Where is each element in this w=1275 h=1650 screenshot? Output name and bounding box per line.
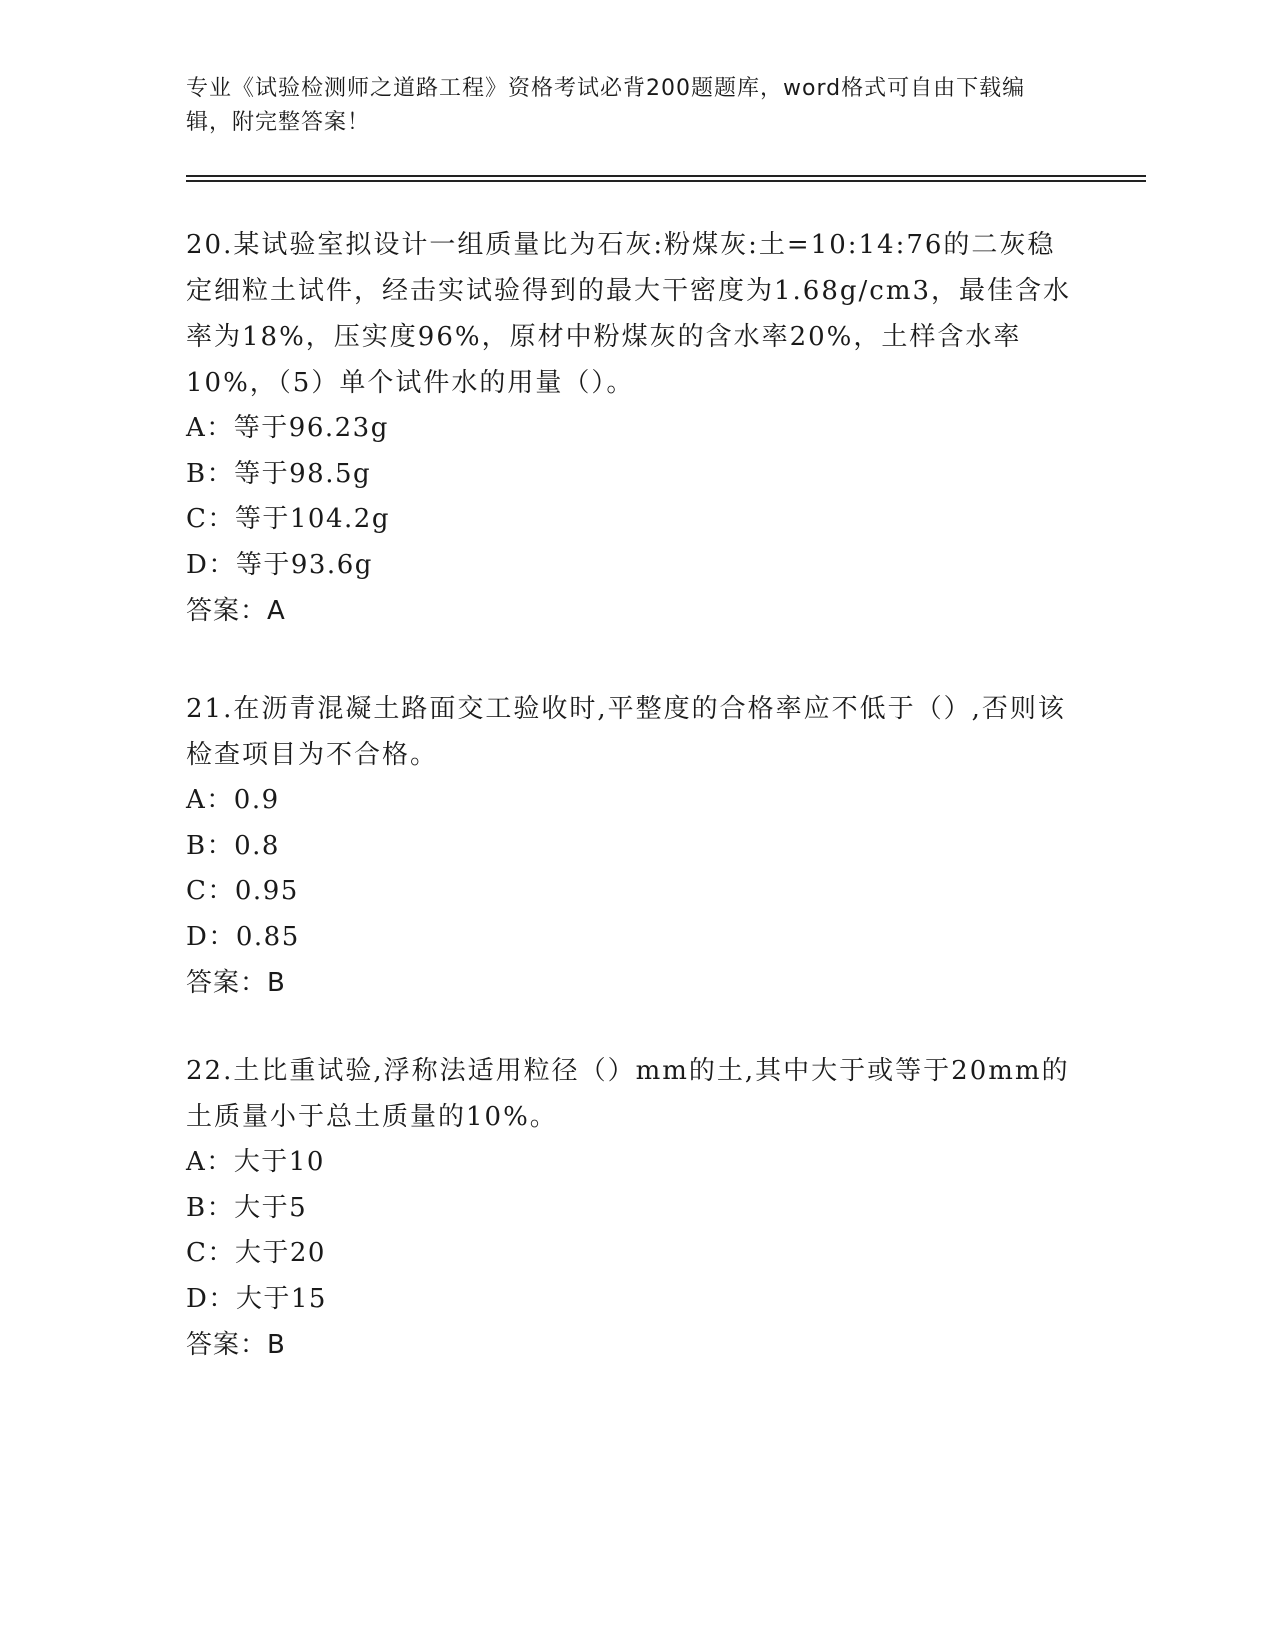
option-d: D：0.85: [186, 921, 300, 952]
question-text: 22.土比重试验,浮称法适用粒径（）mm的土,其中大于或等于20mm的土质量小于总土质量的10%。: [186, 1056, 1070, 1132]
option-a: A：等于96.23g: [186, 413, 389, 443]
option-c: C：大于20: [186, 1238, 326, 1268]
option-a: A：大于10: [186, 1147, 325, 1177]
question-text: 20.某试验室拟设计一组质量比为石灰:粉煤灰:土=10:14:76的二灰稳定细粒土试件，经击实试验得到的最大干密度为1.68g/cm3，最佳含水率为18%，压实度96%，原材中粉煤灰的含水率20%，土样含水率10%，（5）单个试件水的用量（）。: [186, 230, 1072, 398]
question-text: 21.在沥青混凝土路面交工验收时,平整度的合格率应不低于（）,否则该检查项目为不合格。: [186, 694, 1066, 770]
option-b: B：0.8: [186, 830, 280, 861]
option-d: D：大于15: [186, 1283, 327, 1314]
header-divider-bottom: [186, 180, 1146, 182]
question-20: [186, 222, 1076, 634]
option-b: B：大于5: [186, 1192, 308, 1223]
option-c: C：0.95: [186, 876, 299, 906]
answer-label: 答案：B: [186, 1330, 286, 1360]
option-b: B：等于98.5g: [186, 458, 372, 489]
option-a: A：0.9: [186, 785, 280, 815]
option-c: C：等于104.2g: [186, 504, 390, 534]
question-22: [186, 1048, 1076, 1368]
header-divider-top: [186, 175, 1146, 177]
option-d: D：等于93.6g: [186, 549, 373, 580]
answer-label: 答案：B: [186, 968, 286, 998]
answer-label: 答案：A: [186, 596, 286, 626]
question-21: [186, 686, 1076, 1006]
document-header: 专业《试验检测师之道路工程》资格考试必背200题题库，word格式可自由下载编辑，附完整答案！: [186, 76, 1026, 135]
